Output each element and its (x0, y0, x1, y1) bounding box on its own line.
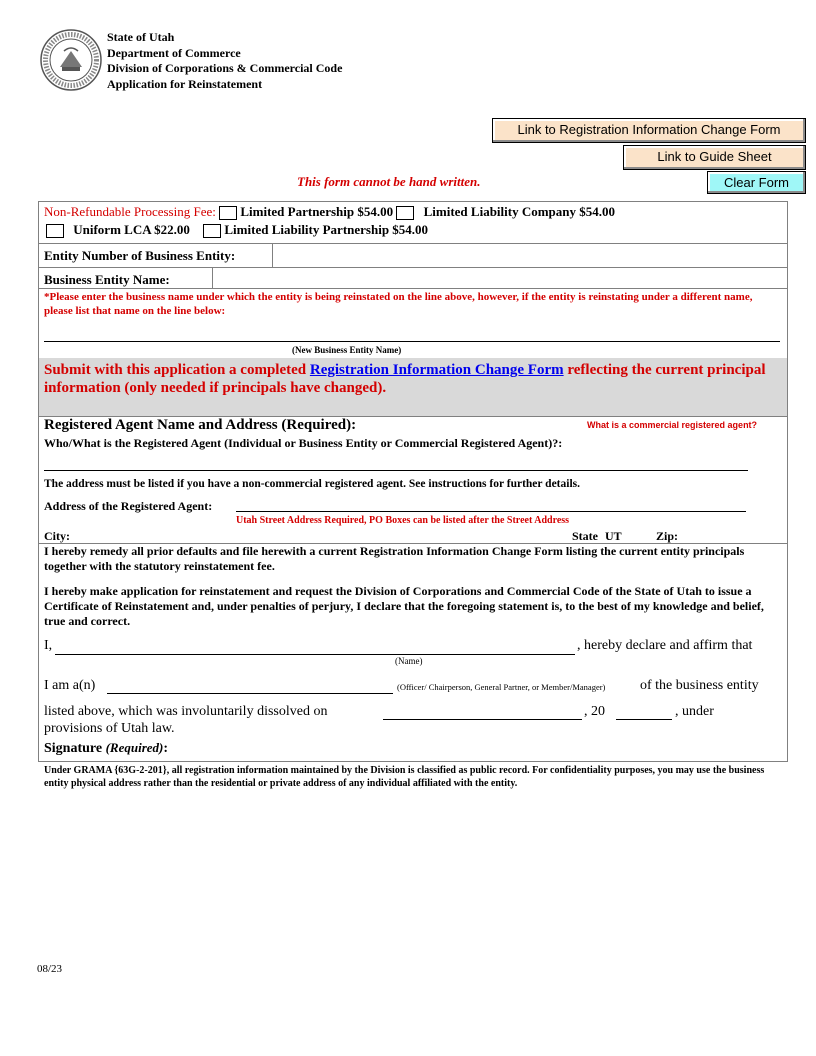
limited-partnership-checkbox[interactable] (219, 206, 237, 220)
zip-label: Zip: (656, 529, 679, 543)
clear-form-button[interactable]: Clear Form (707, 171, 806, 194)
department-name: Department of Commerce (107, 45, 241, 60)
name-caption: (Name) (395, 656, 423, 666)
fee-row-2 (46, 222, 428, 238)
new-entity-name-field[interactable] (44, 341, 780, 342)
state-name: State of Utah (107, 30, 175, 44)
provisions-text: provisions of Utah law. (44, 721, 175, 736)
entity-name-instructions: *Please enter the business name under which the entity is being reinstated on the line above, however, if the entity is reinstating under a different name, please list that name on the line below: (44, 291, 753, 317)
city-field[interactable] (79, 529, 569, 542)
state-label: State (572, 529, 598, 543)
signature-label (44, 740, 168, 757)
registration-change-form-link[interactable]: Registration Information Change Form (309, 362, 564, 378)
agent-address-label: Address of the Registered Agent: (44, 499, 213, 513)
submit-notice-suffix: reflecting the current principal information (only needed if principals have changed). (44, 362, 766, 396)
dissolved-text: listed above, which was involuntarily dissolved on (44, 704, 328, 719)
agent-address-field[interactable] (236, 511, 746, 512)
entity-number-label: Entity Number of Business Entity: (44, 248, 236, 263)
city-label: City: (44, 529, 70, 543)
registered-agent-name-field[interactable] (44, 470, 748, 471)
grama-notice: Under GRAMA {63G-2-201}, all registration information maintained by the Division is classified as public record. For confidentiality purposes, you may use the business entity physical address rather than the residential or private address of any individual affiliated with the entity. (44, 765, 765, 789)
application-form (38, 201, 788, 762)
registration-change-form-link-button[interactable]: Link to Registration Information Change Form (492, 118, 806, 143)
year-separator: , 20 (584, 704, 605, 719)
of-entity-text: of the business entity (640, 678, 759, 693)
role-caption: (Officer/ Chairperson, General Partner, or Member/Manager) (397, 682, 606, 692)
signature-field[interactable] (189, 740, 779, 758)
llp-label: Limited Liability Partnership $54.00 (224, 222, 429, 237)
uniform-lca-label: Uniform LCA $22.00 (73, 222, 190, 237)
llc-label: Limited Liability Company $54.00 (423, 204, 616, 219)
guide-sheet-link-button[interactable]: Link to Guide Sheet (623, 145, 806, 170)
submit-notice (44, 361, 779, 397)
state-value[interactable]: UT (605, 529, 622, 543)
zip-field[interactable] (681, 529, 781, 542)
application-statement: I hereby make application for reinstatement and request the Division of Corporations and Commercial Code of the State of Utah to issue a Certificate of Reinstatement and, under penalties of perjury, I declare that the foregoing statement is, to the best of my knowledge and belief, true and correct. (44, 584, 764, 628)
utah-state-seal (40, 29, 102, 91)
dissolution-date-field[interactable] (383, 719, 582, 720)
limited-partnership-label: Limited Partnership $54.00 (240, 204, 394, 219)
state-field (572, 529, 622, 544)
role-prefix: I am a(n) (44, 678, 96, 693)
agency-header (107, 30, 342, 92)
registered-agent-question: Who/What is the Registered Agent (Individual or Business Entity or Commercial Registered Agent)?: (44, 436, 563, 450)
declarant-prefix: I, (44, 638, 53, 653)
registered-agent-title: Registered Agent Name and Address (Required): (44, 417, 357, 433)
signature-colon: : (163, 741, 169, 756)
entity-number-field[interactable] (273, 244, 785, 266)
role-field[interactable] (107, 693, 393, 694)
llp-checkbox[interactable] (203, 224, 221, 238)
signature-text: Signature (44, 741, 103, 756)
submit-notice-prefix: Submit with this application a completed (44, 362, 310, 378)
form-revision-date: 08/23 (37, 963, 63, 975)
handwritten-notice: This form cannot be hand written. (297, 174, 481, 189)
fee-label: Non-Refundable Processing Fee: (44, 204, 216, 219)
division-name: Division of Corporations & Commercial Code (107, 61, 343, 75)
new-entity-name-caption: (New Business Entity Name) (292, 345, 402, 355)
dissolution-year-field[interactable] (616, 719, 672, 720)
entity-name-label: Business Entity Name: (44, 272, 170, 287)
affirm-suffix: , hereby declare and affirm that (577, 638, 753, 653)
signature-required: (Required) (105, 740, 164, 755)
form-title: Application for Reinstatement (107, 76, 263, 91)
commercial-agent-link[interactable]: What is a commercial registered agent? (587, 420, 758, 430)
fee-row-1 (44, 204, 615, 220)
street-address-note: Utah Street Address Required, PO Boxes can be listed after the Street Address (236, 515, 570, 526)
uniform-lca-checkbox[interactable] (46, 224, 64, 238)
entity-name-field[interactable] (213, 268, 785, 288)
under-text: , under (675, 704, 714, 719)
declarant-name-field[interactable] (55, 654, 575, 655)
remedy-statement: I hereby remedy all prior defaults and file herewith a current Registration Information Change Form listing the current entity principals together with the statutory reinstatement fee. (44, 544, 745, 573)
address-note: The address must be listed if you have a non-commercial registered agent. See instructions for further details. (44, 478, 580, 490)
llc-checkbox[interactable] (396, 206, 414, 220)
